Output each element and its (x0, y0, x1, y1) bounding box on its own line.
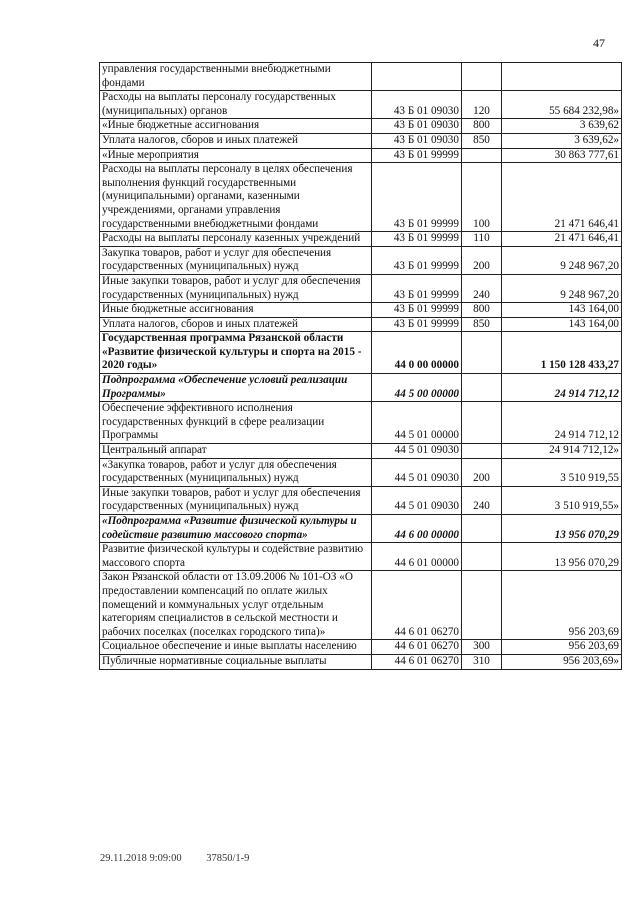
table-row (100, 91, 622, 119)
row-expense-type-cell: 120 (462, 91, 502, 119)
row-name-cell: Закон Рязанской области от 13.09.2006 № 101-ОЗ «О предоставлении компенсаций по оплате жилых помещений и коммунальных услуг отдельным категориям специалистов в сельской местности и рабочих поселках (поселках городского типа)» (100, 571, 372, 640)
row-name-cell: Расходы на выплаты персоналу казенных учреждений (100, 232, 372, 247)
page-number: 47 (593, 36, 605, 50)
row-code-cell: 43 Б 01 99999 (372, 246, 462, 274)
row-name-cell: «Иные мероприятия (100, 148, 372, 163)
row-code-cell: 43 Б 01 09030 (372, 119, 462, 134)
table-row (100, 119, 622, 134)
row-expense-type-cell (462, 444, 502, 459)
row-name-cell: «Подпрограмма «Развитие физической культуры и содействие развитию массового спорта» (100, 515, 372, 543)
table-row (100, 332, 622, 374)
row-code-cell: 44 6 01 06270 (372, 640, 462, 655)
row-expense-type-cell: 850 (462, 133, 502, 148)
row-code-cell: 43 Б 01 99999 (372, 232, 462, 247)
row-amount-cell: 1 150 128 433,27 (502, 332, 622, 374)
table-row (100, 402, 622, 444)
row-code-cell: 44 5 01 09030 (372, 444, 462, 459)
row-name-cell: Обеспечение эффективного исполнения государственных функций в сфере реализации Программы (100, 402, 372, 444)
row-code-cell: 43 Б 01 09030 (372, 133, 462, 148)
row-amount-cell: 956 203,69 (502, 571, 622, 640)
row-expense-type-cell: 240 (462, 486, 502, 514)
row-amount-cell: 24 914 712,12 (502, 402, 622, 444)
page-footer (100, 853, 271, 864)
row-code-cell: 43 Б 01 99999 (372, 317, 462, 332)
row-expense-type-cell (462, 374, 502, 402)
table-row (100, 374, 622, 402)
row-amount-cell: 3 639,62» (502, 133, 622, 148)
row-expense-type-cell: 310 (462, 654, 502, 669)
row-expense-type-cell: 100 (462, 163, 502, 232)
table-row (100, 148, 622, 163)
row-name-cell: «Иные бюджетные ассигнования (100, 119, 372, 134)
row-expense-type-cell: 200 (462, 246, 502, 274)
table-row (100, 133, 622, 148)
row-name-cell: Расходы на выплаты персоналу государственных (муниципальных) органов (100, 91, 372, 119)
table-row (100, 63, 622, 91)
row-code-cell: 44 6 01 06270 (372, 571, 462, 640)
row-name-cell: Уплата налогов, сборов и иных платежей (100, 133, 372, 148)
row-amount-cell: 30 863 777,61 (502, 148, 622, 163)
row-amount-cell: 21 471 646,41 (502, 232, 622, 247)
row-name-cell: Публичные нормативные социальные выплаты (100, 654, 372, 669)
row-expense-type-cell (462, 515, 502, 543)
row-code-cell: 43 Б 01 09030 (372, 91, 462, 119)
row-expense-type-cell: 240 (462, 274, 502, 302)
row-amount-cell: 13 956 070,29 (502, 543, 622, 571)
row-code-cell: 43 Б 01 99999 (372, 303, 462, 318)
row-amount-cell: 143 164,00 (502, 303, 622, 318)
row-amount-cell: 956 203,69 (502, 640, 622, 655)
row-expense-type-cell: 300 (462, 640, 502, 655)
row-amount-cell: 13 956 070,29 (502, 515, 622, 543)
row-name-cell: Иные закупки товаров, работ и услуг для обеспечения государственных (муниципальных) нужд (100, 274, 372, 302)
row-expense-type-cell (462, 543, 502, 571)
row-code-cell (372, 63, 462, 91)
row-expense-type-cell: 110 (462, 232, 502, 247)
row-amount-cell: 9 248 967,20 (502, 246, 622, 274)
table-row (100, 571, 622, 640)
row-amount-cell: 3 510 919,55 (502, 458, 622, 486)
row-expense-type-cell: 800 (462, 119, 502, 134)
row-amount-cell: 24 914 712,12» (502, 444, 622, 459)
row-name-cell: Закупка товаров, работ и услуг для обеспечения государственных (муниципальных) нужд (100, 246, 372, 274)
table-row (100, 486, 622, 514)
row-name-cell: Иные бюджетные ассигнования (100, 303, 372, 318)
budget-table-body (100, 63, 622, 670)
row-code-cell: 44 6 00 00000 (372, 515, 462, 543)
table-row (100, 458, 622, 486)
row-expense-type-cell (462, 571, 502, 640)
row-code-cell: 44 5 01 09030 (372, 458, 462, 486)
budget-table (99, 62, 622, 670)
row-code-cell: 44 6 01 06270 (372, 654, 462, 669)
row-amount-cell: 3 510 919,55» (502, 486, 622, 514)
row-name-cell: Государственная программа Рязанской области «Развитие физической культуры и спорта на 2015 - 2020 годы» (100, 332, 372, 374)
table-row (100, 515, 622, 543)
row-code-cell: 44 0 00 00000 (372, 332, 462, 374)
row-expense-type-cell: 850 (462, 317, 502, 332)
row-name-cell: Центральный аппарат (100, 444, 372, 459)
row-expense-type-cell (462, 63, 502, 91)
row-amount-cell: 9 248 967,20 (502, 274, 622, 302)
row-code-cell: 43 Б 01 99999 (372, 148, 462, 163)
row-code-cell: 44 5 00 00000 (372, 374, 462, 402)
table-row (100, 232, 622, 247)
row-amount-cell: 55 684 232,98» (502, 91, 622, 119)
row-amount-cell: 21 471 646,41 (502, 163, 622, 232)
row-name-cell: Иные закупки товаров, работ и услуг для обеспечения государственных (муниципальных) нужд (100, 486, 372, 514)
row-name-cell: Расходы на выплаты персоналу в целях обеспечения выполнения функций государственными (муниципальными) органами, казенными учреждениями, органами управления государственными внебюджетными фондами (100, 163, 372, 232)
row-name-cell: Подпрограмма «Обеспечение условий реализации Программы» (100, 374, 372, 402)
row-code-cell: 44 5 01 00000 (372, 402, 462, 444)
row-amount-cell: 956 203,69» (502, 654, 622, 669)
table-row (100, 654, 622, 669)
table-row (100, 444, 622, 459)
footer-datetime: 29.11.2018 9:09:00 (100, 853, 182, 864)
row-name-cell: «Закупка товаров, работ и услуг для обеспечения государственных (муниципальных) нужд (100, 458, 372, 486)
row-code-cell: 43 Б 01 99999 (372, 274, 462, 302)
table-row (100, 303, 622, 318)
row-code-cell: 44 6 01 00000 (372, 543, 462, 571)
table-row (100, 246, 622, 274)
row-amount-cell: 24 914 712,12 (502, 374, 622, 402)
table-row (100, 640, 622, 655)
row-code-cell: 44 5 01 09030 (372, 486, 462, 514)
row-name-cell: Социальное обеспечение и иные выплаты населению (100, 640, 372, 655)
row-expense-type-cell: 800 (462, 303, 502, 318)
row-expense-type-cell (462, 402, 502, 444)
row-expense-type-cell (462, 148, 502, 163)
row-name-cell: Уплата налогов, сборов и иных платежей (100, 317, 372, 332)
row-name-cell: управления государственными внебюджетными фондами (100, 63, 372, 91)
row-expense-type-cell: 200 (462, 458, 502, 486)
table-row (100, 317, 622, 332)
table-row (100, 163, 622, 232)
row-name-cell: Развитие физической культуры и содействие развитию массового спорта (100, 543, 372, 571)
row-expense-type-cell (462, 332, 502, 374)
footer-doc-id: 37850/1-9 (206, 853, 250, 864)
row-code-cell: 43 Б 01 99999 (372, 163, 462, 232)
row-amount-cell: 143 164,00 (502, 317, 622, 332)
table-row (100, 543, 622, 571)
table-row (100, 274, 622, 302)
row-amount-cell (502, 63, 622, 91)
row-amount-cell: 3 639,62 (502, 119, 622, 134)
